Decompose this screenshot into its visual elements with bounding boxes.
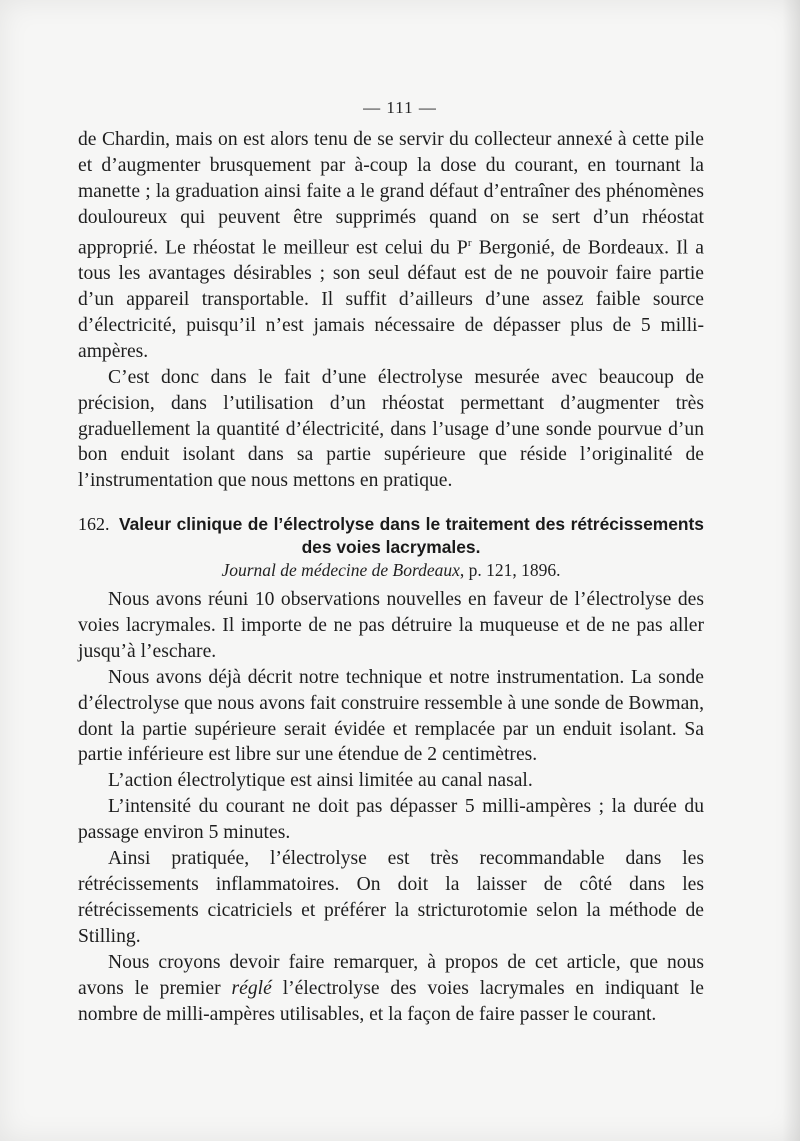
paragraph: Nous avons déjà décrit notre technique et notre instrumentation. La sonde d’électrolyse que nous avons fait construire ressemble à une sonde de Bowman, dont la partie supérieure serait évidée et remplacée par un enduit isolant. Sa partie inférieure est libre sur une étendue de 2 centimètres.: [78, 666, 704, 766]
paragraph: Ainsi pratiquée, l’électrolyse est très recommandable dans les rétrécissements inflammatoires. On doit la laisser de côté dans les rétrécissements cicatriciels et préférer la stricturotomie selon la méthode de Stilling.: [78, 848, 704, 947]
superscript: r: [467, 236, 472, 249]
citation: [78, 560, 704, 581]
page-edge-shadow: [782, 0, 800, 1141]
section-heading-line-1: 162. Valeur clinique de l’électrolyse dans le traitement des rétrécissements: [78, 514, 704, 534]
paragraph: Nous croyons devoir faire remarquer, à propos de cet article, que nous avons le premier réglé l’électrolyse des voies lacrymales en indiquant le nombre de milli-ampères utilisables, et la façon de faire passer le courant.: [78, 951, 704, 1025]
paragraph-continued: de Chardin, mais on est alors tenu de se servir du collecteur annexé à cette pile et d’augmenter brusquement par à-coup la dose du courant, en tournant la manette ; la graduation ainsi faite a le grand défaut d’entraîner des phénomènes douloureux qui peuvent être supprimés quand on se sert d’un rhéostat approprié. Le rhéostat le meilleur est celui du $P^r$ Bergonié, de Bordeaux. Il a tous les avantages désirables ; son seul défaut est de ne pouvoir faire partie d’un appareil transportable. Il suffit d’ailleurs d’une assez faible source d’électricité, puisqu’il n’est jamais nécessaire de dépasser plus de 5 milli-ampères.: [78, 129, 704, 362]
page-number: — 111 —: [363, 98, 437, 117]
paragraph: L’action électrolytique est ainsi limitée au canal nasal.: [108, 770, 533, 792]
section-heading-line-2: des voies lacrymales.: [301, 537, 481, 557]
paragraph: L’intensité du courant ne doit pas dépasser 5 milli-ampères ; la durée du passage environ 5 minutes.: [78, 796, 704, 844]
italic-word: réglé: [231, 977, 272, 999]
paragraph: C’est donc dans le fait d’une électrolyse mesurée avec beaucoup de précision, dans l’utilisation d’un rhéostat permettant d’augmenter très graduellement la quantité d’électricité, dans l’usage d’une sonde pourvue d’un bon enduit isolant dans sa partie supérieure que réside l’originalité de l’instrumentation que nous mettons en pratique.: [78, 366, 704, 492]
section-number: 162.: [78, 514, 110, 534]
body-text-block-2: [78, 587, 704, 1027]
section-heading: [78, 513, 704, 559]
citation-details: , p. 121, 1896.: [459, 560, 561, 580]
body-text-block-1: [78, 127, 704, 494]
citation-journal: Journal de médecine de Bordeaux: [221, 560, 460, 580]
paragraph: Nous avons réuni 10 observations nouvelles en faveur de l’électrolyse des voies lacrymales. Il importe de ne pas détruire la muqueuse et de ne pas aller jusqu’à l’eschare.: [78, 589, 704, 662]
